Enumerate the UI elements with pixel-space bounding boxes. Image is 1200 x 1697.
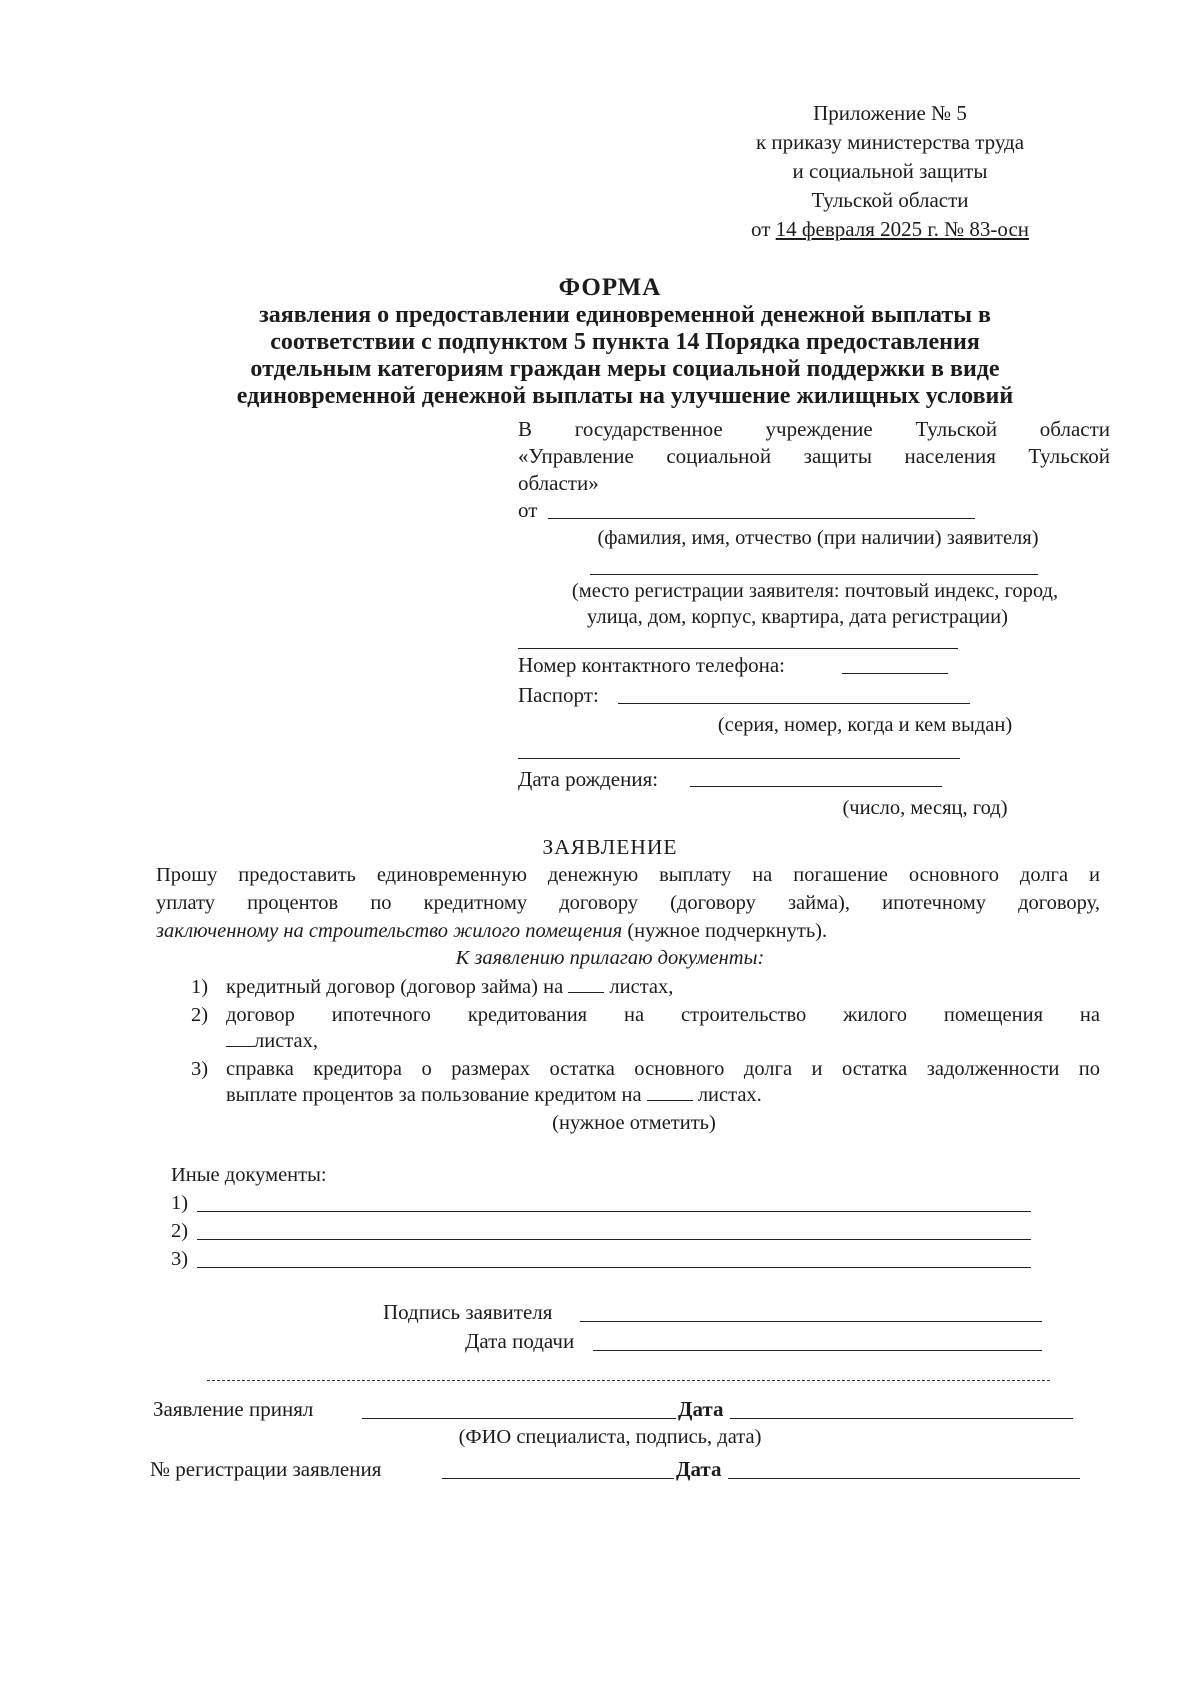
birth-label: Дата рождения:	[518, 767, 659, 791]
other-docs-label: Иные документы:	[171, 1164, 327, 1186]
sheets-count-field[interactable]	[568, 974, 604, 993]
appendix-block	[690, 99, 1090, 244]
statement-line-2: уплату процентов по кредитному договору (договору займа), ипотечному договору,	[156, 892, 1100, 914]
item-text: договор ипотечного кредитования на строительство жилого помещения на	[226, 1004, 1100, 1026]
registration-number-field[interactable]	[442, 1478, 674, 1479]
appendix-region-line: Тульской области	[811, 188, 969, 212]
passport-field[interactable]	[618, 703, 970, 704]
accepted-by-field[interactable]	[362, 1418, 676, 1419]
registration-date-field[interactable]	[728, 1478, 1080, 1479]
cut-line	[207, 1380, 1050, 1381]
registration-address-field[interactable]	[590, 574, 1038, 575]
other-doc-field-1[interactable]	[197, 1211, 1031, 1212]
submit-date-label: Дата подачи	[465, 1329, 575, 1353]
item-number: 3)	[191, 1058, 209, 1080]
form-subtitle-line: отдельным категориям граждан меры социальной поддержки в виде	[250, 356, 1000, 382]
statement-line-3	[156, 918, 1100, 945]
form-subtitle-line: соответствии с подпунктом 5 пункта 14 Порядка предоставления	[270, 329, 980, 355]
signature-field[interactable]	[580, 1321, 1042, 1322]
other-doc-number: 2)	[171, 1220, 189, 1242]
mark-note: (нужное отметить)	[552, 1112, 716, 1134]
other-doc-number: 1)	[171, 1192, 189, 1214]
phone-field[interactable]	[842, 673, 948, 674]
item-number: 2)	[191, 1004, 209, 1026]
item-text-a: кредитный договор (договор займа) на	[226, 976, 564, 998]
phone-label: Номер контактного телефона:	[518, 653, 785, 677]
item-text-b: листах,	[609, 976, 674, 998]
item-number: 1)	[191, 976, 209, 998]
appendix-date-line	[690, 215, 1090, 244]
appendix-number: Приложение № 5	[813, 101, 967, 125]
appendix-order-line: к приказу министерства труда	[755, 130, 1025, 154]
appendix-date-prefix: от	[751, 217, 771, 241]
item-text: справка кредитора о размерах остатка основного долга и остатка задолженности по	[226, 1058, 1100, 1080]
specialist-caption: (ФИО специалиста, подпись, дата)	[458, 1426, 762, 1448]
attach-heading: К заявлению прилагаю документы:	[455, 947, 765, 969]
other-doc-field-3[interactable]	[197, 1267, 1031, 1268]
item-text-c: листах.	[697, 1084, 762, 1106]
registration-date-label: Дата	[676, 1457, 722, 1481]
signature-label: Подпись заявителя	[383, 1300, 553, 1324]
submit-date-field[interactable]	[593, 1350, 1042, 1351]
addressee-line-3: области»	[518, 471, 599, 495]
sheets-count-field[interactable]	[647, 1082, 693, 1101]
statement-purpose[interactable]: заключенному на строительство жилого помещения	[156, 920, 623, 942]
accepted-date-label: Дата	[678, 1397, 724, 1421]
other-doc-field-2[interactable]	[197, 1239, 1031, 1240]
item-text-b: листах,	[254, 1030, 318, 1052]
registration-address-field-2[interactable]	[518, 648, 958, 649]
registration-number-label: № регистрации заявления	[150, 1457, 382, 1481]
statement-title: ЗАЯВЛЕНИЕ	[542, 835, 678, 859]
sheets-count-field[interactable]	[226, 1028, 254, 1047]
form-subtitle-line: единовременной денежной выплаты на улучшение жилищных условий	[236, 383, 1014, 409]
addressee-line-2: «Управление социальной защиты населения Тульской	[518, 444, 1110, 468]
accepted-label: Заявление принял	[153, 1397, 314, 1421]
appendix-ministry-line: и социальной защиты	[792, 159, 988, 183]
item-text	[226, 974, 1100, 1001]
name-caption: (фамилия, имя, отчество (при наличии) заявителя)	[597, 527, 1039, 549]
birth-date-field[interactable]	[690, 786, 942, 787]
attach-item-3-cont	[226, 1082, 1100, 1109]
birth-caption: (число, месяц, год)	[842, 797, 1008, 819]
passport-field-2[interactable]	[518, 758, 960, 759]
addressee-line-1: В государственное учреждение Тульской области	[518, 417, 1110, 441]
form-title: ФОРМА	[558, 274, 662, 301]
other-doc-number: 3)	[171, 1248, 189, 1270]
passport-caption: (серия, номер, когда и кем выдан)	[717, 714, 1013, 736]
statement-note: (нужное подчеркнуть).	[622, 920, 828, 942]
form-subtitle	[150, 302, 1100, 410]
attach-item-2-cont	[226, 1028, 1100, 1055]
form-subtitle-line: заявления о предоставлении единовременной денежной выплаты в	[259, 302, 991, 328]
accepted-date-field[interactable]	[730, 1418, 1073, 1419]
statement-line-1: Прошу предоставить единовременную денежную выплату на погашение основного долга и	[156, 864, 1100, 886]
appendix-date: 14 февраля 2025 г. № 83-осн	[775, 217, 1029, 241]
address-caption-1: (место регистрации заявителя: почтовый индекс, город,	[571, 580, 1059, 602]
from-label: от	[518, 498, 538, 522]
item-text-b: выплате процентов за пользование кредитом на	[226, 1084, 642, 1106]
address-caption-2: улица, дом, корпус, квартира, дата регистрации)	[587, 606, 1008, 628]
applicant-name-field[interactable]	[548, 518, 975, 519]
passport-label: Паспорт:	[518, 683, 599, 707]
